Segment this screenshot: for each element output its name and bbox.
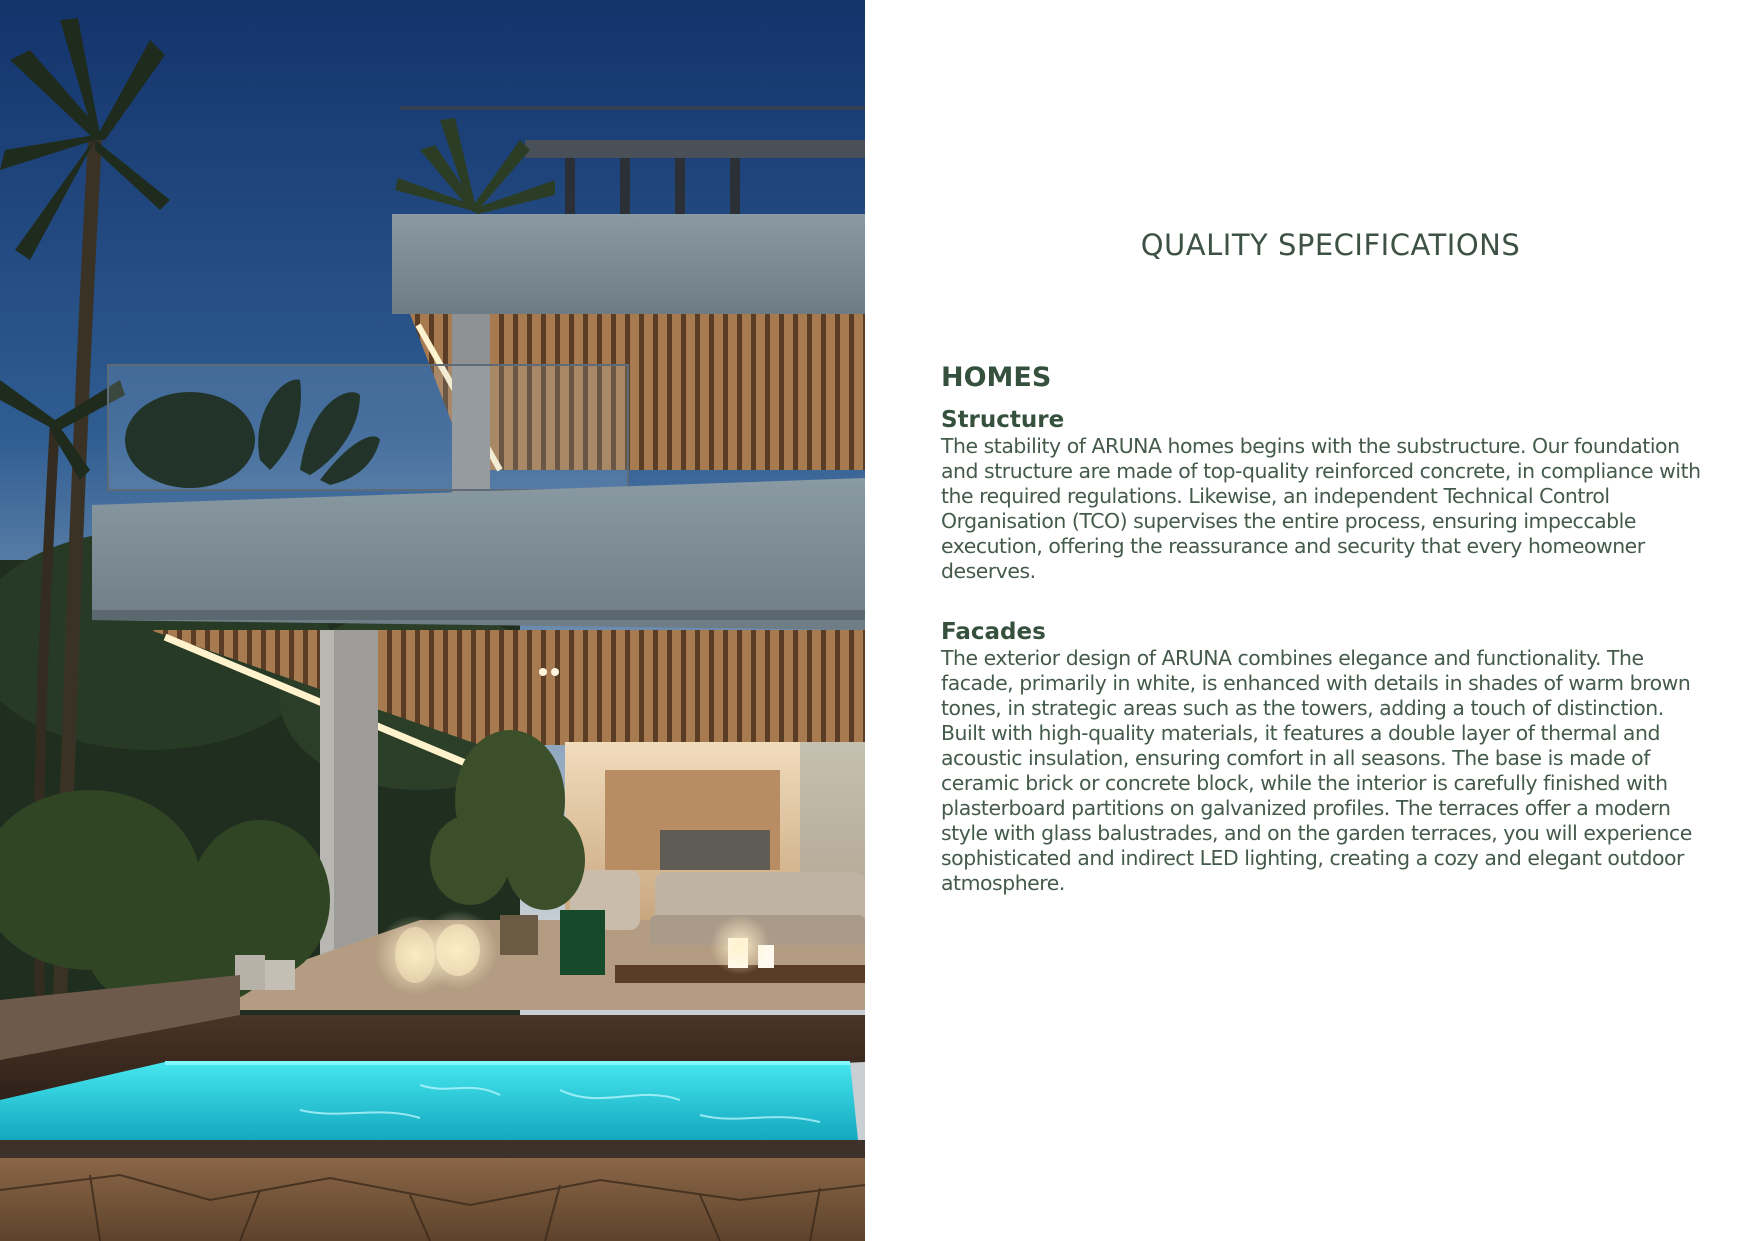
text-panel (865, 0, 1754, 1241)
facades-block (941, 618, 1701, 896)
structure-block (941, 406, 1701, 584)
structure-heading: Structure (941, 407, 1065, 433)
villa-render-image (0, 0, 865, 1241)
page-title: QUALITY SPECIFICATIONS (1140, 228, 1521, 262)
facades-body: The exterior design of ARUNA combines elegance and functionality. The facade, primarily in white, is enhanced with details in shades of warm brown tones, in strategic areas such as the towers, adding a touch of distinction. Built with high-quality materials, it features a double layer of thermal and acoustic insulation, ensuring comfort in all seasons. The base is made of ceramic brick or concrete block, while the interior is carefully finished with plasterboard partitions on galvanized profiles. The terraces offer a modern style with glass balustrades, and on the garden terraces, you will experience sophisticated and indirect LED lighting, creating a cozy and elegant outdoor atmosphere. (941, 646, 1692, 895)
section-title: HOMES (941, 362, 1052, 393)
facades-heading: Facades (941, 619, 1046, 645)
villa-render-illustration (0, 0, 865, 1241)
content-column (941, 362, 1701, 930)
structure-body: The stability of ARUNA homes begins with the substructure. Our foundation and structure are made of top-quality reinforced concrete, in compliance with the required regulations. Likewise, an independent Technical Control Organisation (TCO) supervises the entire process, ensuring impeccable execution, offering the reassurance and security that every homeowner deserves. (941, 434, 1701, 583)
